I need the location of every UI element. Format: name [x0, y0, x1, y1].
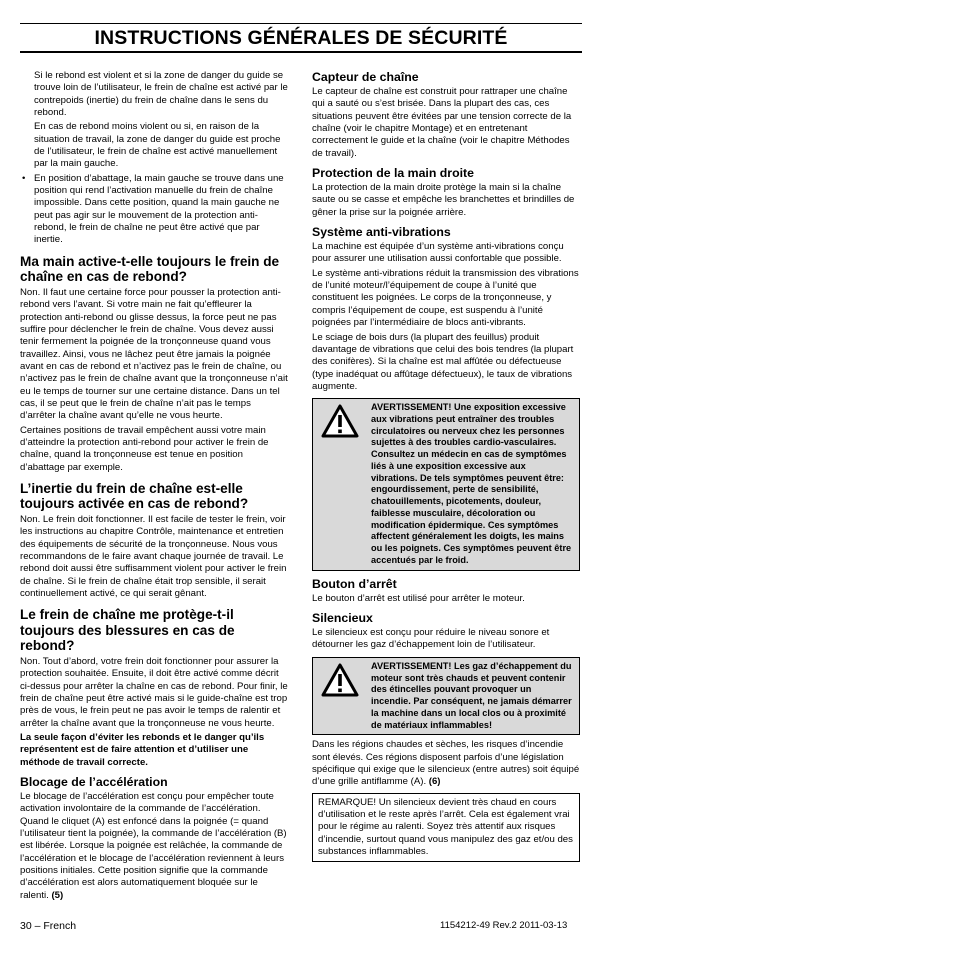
heading-protege: Le frein de chaîne me protège-t-il toujours des blessures en cas de rebond?	[20, 607, 235, 654]
document-reference: 1154212-49 Rev.2 2011-03-13	[440, 920, 568, 931]
heading-main-active: Ma main active-t-elle toujours le frein de chaîne en cas de rebond?	[20, 253, 280, 285]
paragraph-bouton: Le bouton d’arrêt est utilisé pour arrêter le moteur.	[312, 592, 525, 604]
paragraph-protection: La protection de la main droite protège la main si la chaîne saute ou se casse et empêche les branchettes et brindilles de gêner la prise sur la poignée arrière.	[312, 182, 575, 218]
warning-box-vibrations	[312, 398, 580, 571]
bullet-marker: •	[22, 172, 26, 184]
paragraph-vibrations-2: Le système anti-vibrations réduit la transmission des vibrations de l’unité moteur/l’équipement de coupe à l’unité que constituent les poignées. Le corps de la tronçonneuse, y compris l’équipement de coupe, est suspendu à l’unité poignées par l’intermédiaire de blocs anti-vibrants.	[312, 267, 579, 329]
heading-capteur: Capteur de chaîne	[312, 70, 419, 84]
heading-silencieux: Silencieux	[312, 611, 373, 626]
paragraph-inertie: Non. Le frein doit fonctionner. Il est facile de tester le frein, voir les instructions au chapitre Contrôle, maintenance et entretien des équipements de sécurité de la tronçonneuse. Nous vous recommandons de le faire avant chaque journée de travail. Le rebond doit aussi être suffisamment violent pour activer le frein de chaîne. Si le frein de chaîne était trop sensible, il serait continuellement activé, ce qui serait gênant.	[20, 513, 287, 600]
paragraph-protege: Non. Tout d’abord, votre frein doit fonctionner pour assurer la protection souhaitée. Ensuite, il doit être activé comme décrit ci-dessus pour arrêter la chaîne en cas de rebond. Pour finir, le frein de chaîne peut être activé mais si le guide-chaîne est trop près de vous, le frein peut ne pas avoir le temps de ralentir et arrêter la chaîne avant que la tronçonneuse ne vous heurte.	[20, 655, 288, 729]
heading-inertie: L’inertie du frein de chaîne est-elle toujours activée en cas de rebond?	[20, 480, 249, 512]
intro-paragraph-1: Si le rebond est violent et si la zone de danger du guide se trouve loin de l’utilisateur, le frein de chaîne est activé par le contrepoids (inertie) du frein de chaîne dans le sens du rebond.	[34, 70, 288, 119]
note-box	[312, 793, 580, 863]
warning-text-vibrations: AVERTISSEMENT! Une exposition excessive aux vibrations peut entraîner des troubles circulatoires ou nerveux chez les personnes sujettes à des troubles cardio-vasculaires. Consultez un médecin en cas de symptômes liés à une exposition excessive aux vibrations. De tels symptômes peuvent être: engourdissement, perte de sensibilité, chatouillements, picotements, douleur, faiblesse musculaire, décoloration ou modification épidermique. Ces symptômes affectent généralement les doigts, les mains ou les poignets. Ces symptômes peuvent être accentués par le froid.	[371, 402, 572, 565]
paragraph-blocage-text: Le blocage de l’accélération est conçu pour empêcher toute activation involontaire de la commande de l’accélération. Quand le cliquet (A) est enfoncé dans la poignée (= quand l’utilisateur tient la poignée), la commande de l’accélération (B) est libérée. Lorsque la poignée est relâchée, la commande de l’accélération et le blocage de l’accélération reviennent à leurs positions initiales. Cette position signifie que la commande d’accélération est alors automatiquement bloquée sur le ralenti.	[20, 790, 287, 901]
warning-triangle-icon	[321, 663, 359, 697]
header-bottom-rule	[20, 51, 582, 53]
figure-reference: (6)	[428, 776, 441, 788]
note-text: REMARQUE! Un silencieux devient très chaud en cours d’utilisation et le reste après l’arrêt. Cela est également vrai pour le régime au ralenti. Soyez très attentif aux risques d’incendie, surtout quand vous manipulez des gaz et/ou des substances inflammables.	[318, 796, 573, 857]
warning-box-exhaust	[312, 657, 580, 736]
paragraph-main-active-2: Certaines positions de travail empêchent aussi votre main d’atteindre la protection anti-rebond pour activer le frein de chaîne, quand la tronçonneuse est tenue en position d’abattage par exemple.	[20, 424, 269, 473]
paragraph-regions-text: Dans les régions chaudes et sèches, les risques d’incendie sont élevés. Ces régions disposent parfois d’une législation spécifique qui exige que le silencieux (entre autres) soit équipé d’une grille antiflamme (A).	[312, 739, 580, 788]
paragraph-protege-bold: La seule façon d’éviter les rebonds et le danger qu’ils représentent est de faire attention et d’utiliser une méthode de travail correcte.	[20, 731, 265, 768]
header-top-rule	[20, 23, 582, 24]
right-column	[312, 70, 580, 862]
page-number: 30 – French	[20, 920, 77, 932]
figure-reference: (5)	[51, 889, 64, 901]
paragraph-silencieux: Le silencieux est conçu pour réduire le niveau sonore et détourner les gaz d’échappement loin de l’utilisateur.	[312, 627, 550, 651]
warning-text-exhaust: AVERTISSEMENT! Les gaz d’échappement du moteur sont très chauds et peuvent contenir des étincelles pouvant provoquer un incendie. Par conséquent, ne jamais démarrer la machine dans un local clos ou à proximité de matériaux inflammables!	[371, 660, 572, 730]
paragraph-vibrations-1: La machine est équipée d’un système anti-vibrations conçu pour assurer une utilisation aussi confortable que possible.	[312, 241, 564, 265]
page-title: INSTRUCTIONS GÉNÉRALES DE SÉCURITÉ	[94, 27, 508, 49]
intro-paragraph-2: En cas de rebond moins violent ou si, en raison de la situation de travail, la zone de danger du guide est proche de l’utilisateur, le frein de chaîne est activé manuellement par la main gauche.	[34, 121, 281, 170]
paragraph-capteur: Le capteur de chaîne est construit pour rattraper une chaîne qui a sauté ou s’est brisée. Dans la plupart des cas, ces situations peuvent être évitées par une tension correcte de la chaîne (voir le chapitre Montage) et en entretenant correctement le guide et la chaîne (voir le chapitre Méthodes de travail).	[312, 86, 572, 159]
paragraph-blocage	[20, 791, 288, 902]
heading-vibrations: Système anti-vibrations	[312, 225, 451, 240]
left-column	[20, 70, 288, 904]
bullet-item	[20, 173, 288, 247]
bullet-text: En position d’abattage, la main gauche se trouve dans une position qui rend l’activation manuelle du frein de chaîne impossible. Dans cette position, quand la main gauche ne peut pas agir sur le mouvement de la protection anti-rebond, le frein de chaîne ne peut être activé que par inertie.	[34, 172, 284, 246]
heading-blocage: Blocage de l’accélération	[20, 774, 168, 789]
heading-bouton: Bouton d’arrêt	[312, 576, 397, 591]
heading-protection: Protection de la main droite	[312, 166, 474, 181]
paragraph-vibrations-3: Le sciage de bois durs (la plupart des feuillus) produit davantage de vibrations que celui des bois tendres (la plupart des conifères). Si la chaîne est mal affûtée ou défectueuse (type inadéquat ou affûtage défectueux), le taux de vibrations augmente.	[312, 331, 574, 392]
paragraph-main-active-1: Non. Il faut une certaine force pour pousser la protection anti-rebond vers l’avant. Si votre main ne fait qu’effleurer la protection anti-rebond ou glisse dessus, la force peut ne pas suffire pour déclencher le frein de chaîne. Vous devez aussi tenir fermement la poignée de la tronçonneuse quand vous travaillez. Ainsi, vous ne lâchez peut être jamais la poignée avant en cas de rebond et n’activez pas le frein de chaîne, ou n’activez pas le frein de chaîne avant que la tronçonneuse n’ait eu le temps de tourner sur une certaine distance. Dans un tel cas, il se peut que le frein de chaîne n’ait pas le temps d’arrêter la chaîne avant qu’elle ne vous heurte.	[20, 286, 288, 422]
warning-triangle-icon	[321, 404, 359, 438]
paragraph-regions	[312, 739, 580, 788]
